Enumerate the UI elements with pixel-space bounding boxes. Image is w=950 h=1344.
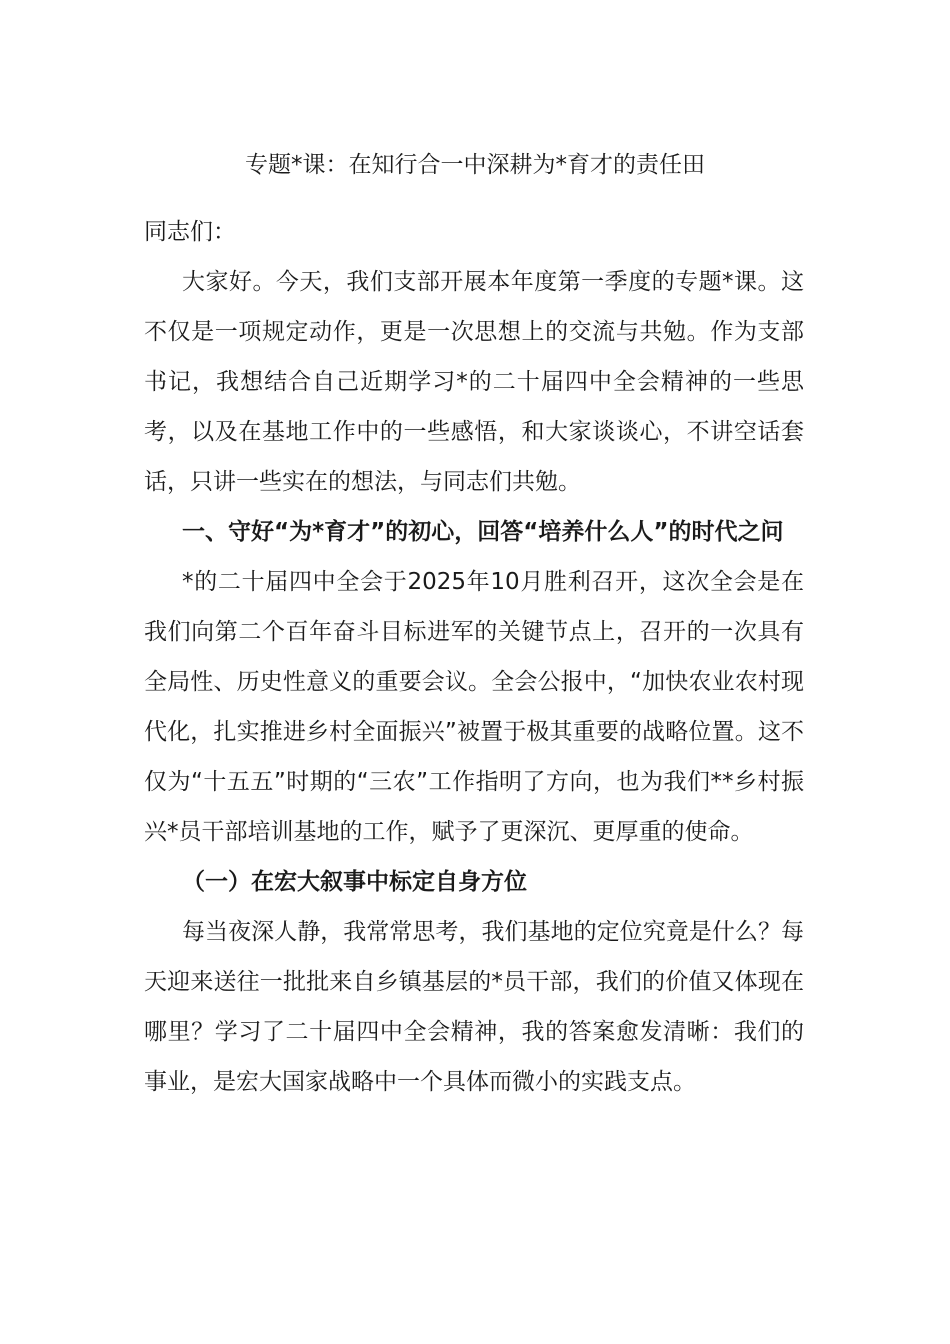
document-title: 专题*课：在知行合一中深耕为*育才的责任田: [245, 152, 705, 178]
section-heading-1: 一、守好“为*育才”的初心，回答“培养什么人”的时代之问: [182, 519, 784, 545]
paragraph-positioning: 每当夜深人静，我常常思考，我们基地的定位究竟是什么？每天迎来送往一批批来自乡镇基层的*员干部，我们的价值又体现在哪里？学习了二十届四中全会精神，我的答案愈发清晰：我们的事业，是宏大国家战略中一个具体而微小的实践支点。: [144, 919, 804, 1095]
paragraph-plenum: *的二十届四中全会于2025年10月胜利召开，这次全会是在我们向第二个百年奋斗目标进军的关键节点上，召开的一次具有全局性、历史性意义的重要会议。全会公报中，“加快农业农村现代化，扎实推进乡村全面振兴”被置于极其重要的战略位置。这不仅为“十五五”时期的“三农”工作指明了方向，也为我们**乡村振兴*员干部培训基地的工作，赋予了更深沉、更厚重的使命。: [144, 569, 804, 845]
document-body: [144, 207, 804, 1107]
salutation: 同志们：: [144, 219, 236, 245]
paragraph-opening: 大家好。今天，我们支部开展本年度第一季度的专题*课。这不仅是一项规定动作，更是一次思想上的交流与共勉。作为支部书记，我想结合自己近期学习*的二十届四中全会精神的一些思考，以及在基地工作中的一些感悟，和大家谈谈心，不讲空话套话，只讲一些实在的想法，与同志们共勉。: [144, 269, 804, 495]
subsection-heading-1: （一）在宏大叙事中标定自身方位: [182, 869, 527, 895]
